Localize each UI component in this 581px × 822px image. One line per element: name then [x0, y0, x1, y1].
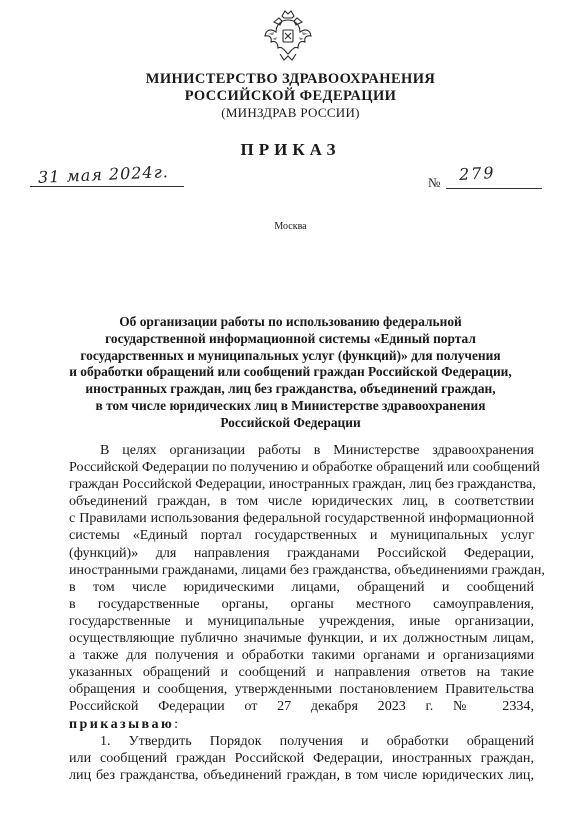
subject-line: Об организации работы по использованию федеральной — [119, 314, 462, 329]
item1-line: или сообщений граждан Российской Федерации, иностранных граждан, — [69, 749, 534, 766]
order-subject — [50, 314, 531, 432]
city: Москва — [274, 221, 307, 232]
ministry-short-name: (МИНЗДРАВ РОССИИ) — [221, 105, 360, 120]
order-title: ПРИКАЗ — [240, 140, 341, 159]
body-line: в том числе юридическими лицами, обращений и сообщений — [69, 578, 534, 595]
body-line: объединений граждан, в том числе юридических лиц, в соответствии — [69, 493, 534, 510]
order-number-handwritten: 279 — [458, 163, 497, 184]
russian-coat-of-arms-icon — [262, 8, 314, 66]
order-body — [69, 442, 545, 784]
body-line: с Правилами использования федеральной государственной информационной — [69, 510, 534, 527]
body-line: В целях организации работы в Министерстве здравоохранения — [100, 442, 534, 458]
subject-line: Российской Федерации — [220, 414, 361, 430]
number-underline — [446, 188, 542, 189]
order-word-suffix: : — [174, 715, 179, 732]
body-line: а также для получения и обработки такими органами и организациями — [69, 647, 534, 664]
body-line: государственные и муниципальные учреждения, иные организации, — [69, 612, 534, 629]
body-line: в государственные органы, органы местного самоуправления, — [69, 595, 534, 612]
date-underline — [30, 186, 184, 187]
body-line: граждан Российской Федерации, иностранных граждан, лиц без гражданства, — [69, 476, 536, 493]
body-line: осуществляющие публично значимые функции, и их должностным лицам, — [69, 630, 534, 647]
body-line: Российской Федерации по получению и обработке обращений или сообщений — [69, 459, 540, 476]
item1-line: лиц без гражданства, объединений граждан, в том числе юридических лиц, — [69, 766, 534, 783]
order-word-line — [69, 716, 534, 733]
subject-line: и обработки обращений или сообщений граждан Российской Федерации, — [69, 364, 512, 380]
body-line: иностранными гражданами, лицами без гражданства, объединениями граждан, — [69, 561, 545, 578]
body-line: указанных обращений и сообщений и направления ответов на такие — [69, 664, 534, 681]
order-number-label: № — [428, 175, 441, 190]
item1-line: 1. Утвердить Порядок получения и обработки обращений — [100, 732, 534, 749]
body-line: обращения и сообщения, утвержденными постановлением Правительства — [69, 681, 534, 698]
subject-line: в том числе юридических лиц в Министерстве здравоохранения — [95, 397, 486, 413]
order-word: приказываю — [69, 715, 175, 732]
ministry-name-line1: МИНИСТЕРСТВО ЗДРАВООХРАНЕНИЯ — [145, 71, 436, 87]
body-line: Российской Федерации от 27 декабря 2023 г. № 2334, — [69, 698, 534, 715]
body-line: (функций)» для направления гражданами Российской Федерации, — [69, 544, 534, 561]
ministry-name-line2: РОССИЙСКОЙ ФЕДЕРАЦИИ — [184, 88, 397, 104]
body-line: системы «Единый портал государственных и муниципальных услуг — [69, 527, 534, 544]
subject-line: государственных и муниципальных услуг (функций)» для получения — [80, 347, 501, 363]
subject-line: иностранных граждан, лиц без гражданства, объединений граждан, — [85, 381, 496, 397]
order-date-handwritten: 31 мая 2024г. — [37, 162, 170, 187]
subject-line: государственной информационной системы «Единый портал — [105, 330, 476, 346]
